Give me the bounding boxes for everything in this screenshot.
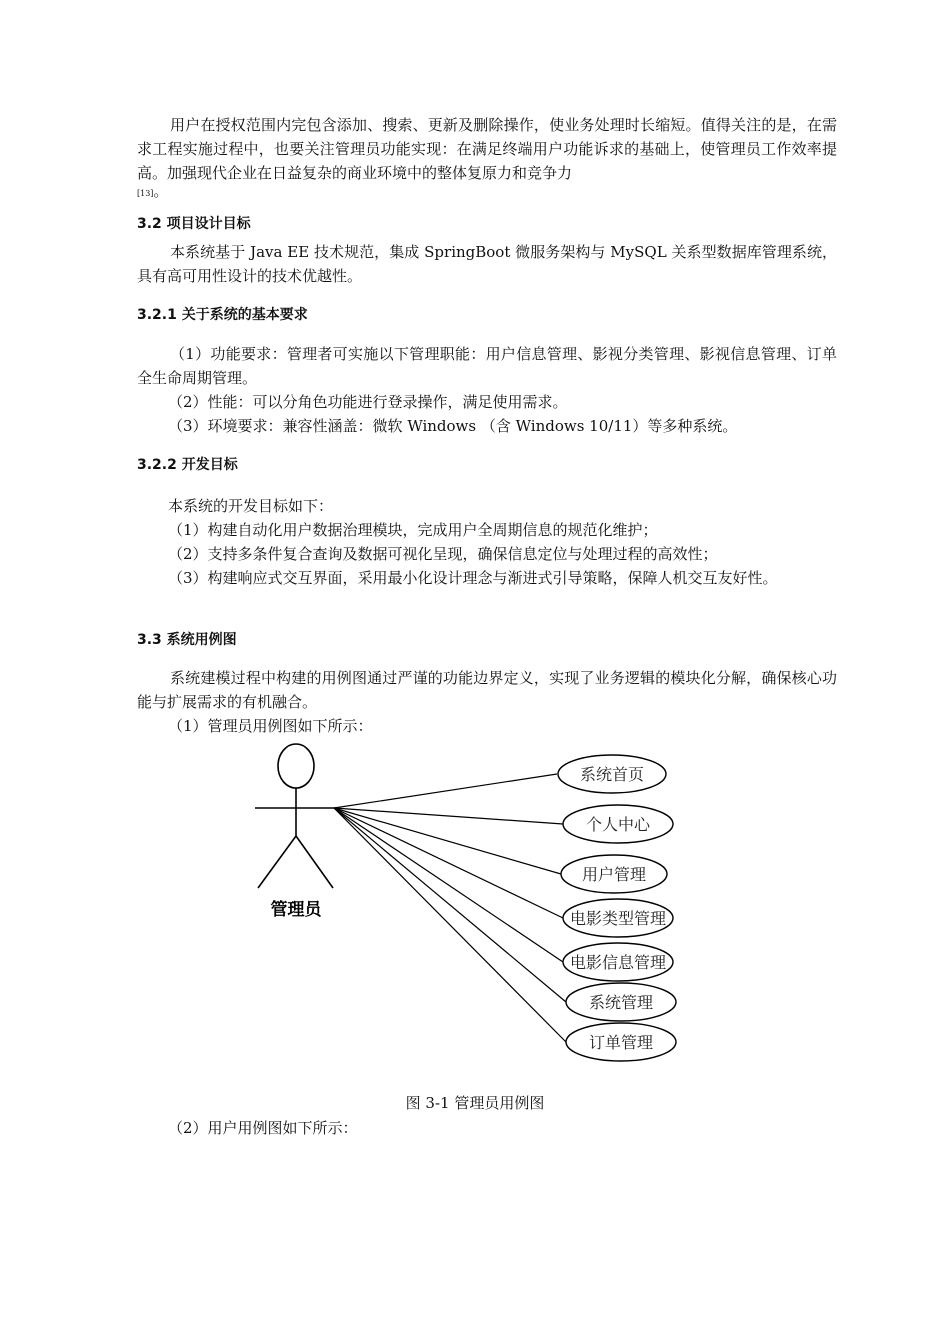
admin-diagram-intro: （1）管理员用例图如下所示：	[168, 717, 373, 735]
use-case-movie-info: 电影信息管理	[569, 953, 667, 972]
association-lines	[334, 774, 566, 1042]
dev-goal-item-3: （3）构建响应式交互界面，采用最小化设计理念与渐进式引导策略，保障人机交互友好性。	[168, 569, 778, 587]
citation-line	[137, 182, 169, 200]
assoc-line-3	[334, 808, 561, 874]
dev-goals-intro: 本系统的开发目标如下：	[168, 497, 334, 515]
admin-use-case-diagram	[0, 740, 950, 1080]
actor-label: 管理员	[270, 900, 322, 920]
paragraph-3-2: 本系统基于 Java EE 技术规范，集成 SpringBoot 微服务架构与 MySQL 关系型数据库管理系统，具有高可用性设计的技术优越性。	[137, 243, 837, 285]
assoc-line-4	[334, 808, 563, 918]
actor-head	[278, 744, 314, 788]
paragraph-3-3: 系统建模过程中构建的用例图通过严谨的功能边界定义，实现了业务逻辑的模块化分解，确保核心功能与扩展需求的有机融合。	[137, 669, 837, 711]
use-case-order-mgmt: 订单管理	[588, 1033, 654, 1052]
requirement-item-1: （1）功能要求：管理者可实施以下管理职能：用户信息管理、影视分类管理、影视信息管理、订单全生命周期管理。	[137, 345, 837, 387]
heading-3-2: 3.2 项目设计目标	[137, 216, 251, 232]
use-case-user-mgmt: 用户管理	[581, 865, 647, 884]
assoc-line-2	[334, 808, 563, 824]
heading-3-2-2: 3.2.2 开发目标	[137, 457, 238, 473]
figure-caption: 图 3-1 管理员用例图	[405, 1094, 545, 1112]
assoc-line-5	[334, 808, 563, 962]
use-case-movie-type: 电影类型管理	[569, 909, 667, 928]
citation-end-mark: 。	[153, 182, 169, 200]
requirement-item-2: （2）性能：可以分角色功能进行登录操作，满足使用需求。	[168, 393, 568, 411]
assoc-line-6	[334, 808, 566, 1002]
heading-3-2-1: 3.2.1 关于系统的基本要求	[137, 307, 308, 323]
actor-right-leg	[296, 836, 333, 888]
use-case-home: 系统首页	[579, 765, 645, 784]
user-diagram-intro: （2）用户用例图如下所示：	[168, 1119, 358, 1137]
dev-goal-item-2: （2）支持多条件复合查询及数据可视化呈现，确保信息定位与处理过程的高效性；	[168, 545, 718, 563]
intro-paragraph: 用户在授权范围内完包含添加、搜索、更新及删除操作，使业务处理时长缩短。值得关注的是，在需求工程实施过程中，也要关注管理员功能实现：在满足终端用户功能诉求的基础上，使管理员工作效率提高。加强现代企业在日益复杂的商业环境中的整体复原力和竞争力	[137, 116, 837, 182]
heading-3-3: 3.3 系统用例图	[137, 632, 237, 648]
citation-ref: [13]	[137, 189, 154, 198]
assoc-line-7	[334, 808, 566, 1042]
use-case-system-mgmt: 系统管理	[588, 993, 654, 1012]
use-case-profile: 个人中心	[585, 815, 651, 834]
assoc-line-1	[334, 774, 557, 808]
requirement-item-3: （3）环境要求：兼容性涵盖：微软 Windows （含 Windows 10/11）等多种系统。	[168, 417, 738, 435]
actor-left-leg	[258, 836, 296, 888]
dev-goal-item-1: （1）构建自动化用户数据治理模块，完成用户全周期信息的规范化维护；	[168, 521, 658, 539]
actor-figure	[255, 744, 337, 888]
